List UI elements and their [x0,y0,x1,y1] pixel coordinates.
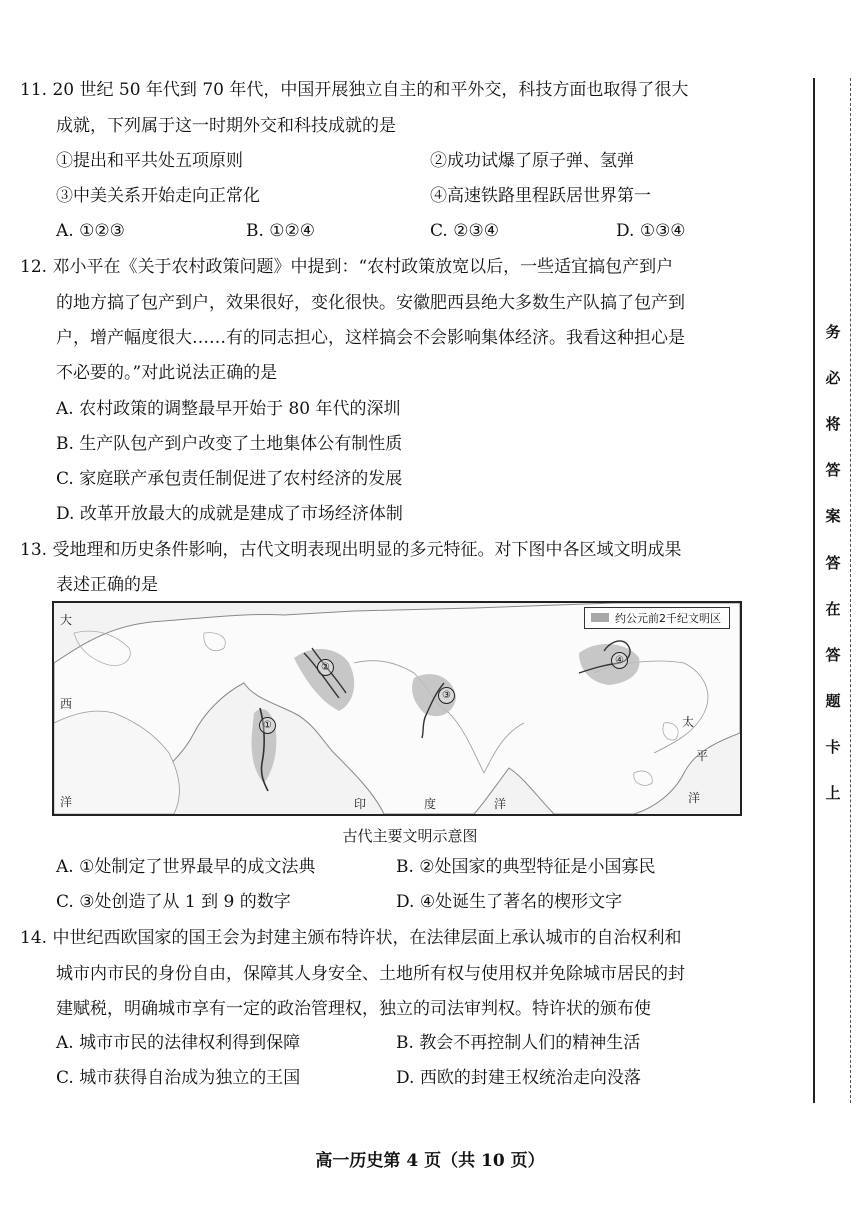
q12-option-c[interactable]: C. 家庭联产承包责任制促进了农村经济的发展 [56,469,403,489]
sidebar-char: 卡 [825,738,841,756]
legend-swatch [591,613,609,622]
sidebar-char: 案 [825,507,841,525]
q13-stem-line-1: 13. 受地理和历史条件影响，古代文明表现出明显的多元特征。对下图中各区域文明成果 [20,540,682,560]
map-label-yang-mid: 洋 [494,797,507,811]
sidebar-char: 在 [825,600,841,618]
q11-option-b[interactable]: B. ①②④ [246,221,316,241]
sidebar-char: 将 [825,415,841,433]
sidebar-char: 答 [825,461,841,479]
q12-option-b[interactable]: B. 生产队包产到户改变了土地集体公有制性质 [56,434,403,454]
q13-option-c[interactable]: C. ③处创造了从 1 到 9 的数字 [56,892,291,912]
sidebar-char: 务 [825,323,841,341]
q13-option-d[interactable]: D. ④处诞生了著名的楔形文字 [396,892,623,912]
map-drawing [54,603,740,814]
q12-option-d[interactable]: D. 改革开放最大的成就是建成了市场经济体制 [56,504,403,524]
map-label-yang-right: 洋 [688,791,701,805]
q14-stem-line-2: 城市内市民的身份自由，保障其人身安全、土地所有权与使用权并免除城市居民的封 [56,964,685,984]
q11-option-a[interactable]: A. ①②③ [56,221,125,241]
q11-item-2: ②成功试爆了原子弹、氢弹 [430,151,634,171]
q14-stem-line-1: 14. 中世纪西欧国家的国王会为封建主颁布特许状，在法律层面上承认城市的自治权利和 [20,928,682,948]
q11-stem-line-2: 成就，下列属于这一时期外交和科技成就的是 [56,116,396,136]
map-legend [584,607,730,629]
sidebar-char: 题 [825,692,841,710]
q13-stem-line-2: 表述正确的是 [56,575,158,595]
q11-option-c[interactable]: C. ②③④ [430,221,499,241]
q11-item-3: ③中美关系开始走向正常化 [56,186,260,206]
ancient-civilizations-map [52,601,742,816]
sidebar-char: 答 [825,646,841,664]
sidebar-char: 答 [825,554,841,572]
map-label-da: 大 [60,613,73,627]
sidebar-char: 上 [825,784,841,802]
map-marker-2: ② [317,659,334,676]
sidebar-solid-line [813,78,815,1103]
map-label-ping: 平 [696,749,709,763]
map-label-du: 度 [424,797,437,811]
sidebar-dashed-line [850,78,851,1103]
q14-option-c[interactable]: C. 城市获得自治成为独立的王国 [56,1068,301,1088]
q13-option-a[interactable]: A. ①处制定了世界最早的成文法典 [56,857,316,877]
q14-option-b[interactable]: B. 教会不再控制人们的精神生活 [396,1033,641,1053]
q12-option-a[interactable]: A. 农村政策的调整最早开始于 80 年代的深圳 [56,399,401,419]
map-label-xi: 西 [60,697,73,711]
q14-option-d[interactable]: D. 西欧的封建王权统治走向没落 [396,1068,641,1088]
answer-sheet-reminder-sidebar [810,78,858,1103]
map-marker-4: ④ [611,652,628,669]
map-marker-1: ① [259,717,276,734]
map-label-yin: 印 [354,797,367,811]
q14-option-a[interactable]: A. 城市市民的法律权利得到保障 [56,1033,301,1053]
map-marker-3: ③ [438,687,455,704]
q12-stem-line-3: 户，增产幅度很大……有的同志担心，这样搞会不会影响集体经济。我看这种担心是 [56,328,685,348]
page-footer: 高一历史第 4 页（共 10 页） [315,1151,545,1171]
q12-stem-line-4: 不必要的。”对此说法正确的是 [56,363,278,383]
map-label-tai: 太 [682,715,695,729]
sidebar-char: 必 [825,369,841,387]
q11-option-d[interactable]: D. ①③④ [616,221,686,241]
q14-stem-line-3: 建赋税，明确城市享有一定的政治管理权，独立的司法审判权。特许状的颁布使 [56,999,651,1019]
q11-stem-line-1: 11. 20 世纪 50 年代到 70 年代，中国开展独立自主的和平外交，科技方面也取得了很大 [20,80,689,100]
q12-stem-line-2: 的地方搞了包产到户，效果很好，变化很快。安徽肥西县绝大多数生产队搞了包产到 [56,293,685,313]
q12-stem-line-1: 12. 邓小平在《关于农村政策问题》中提到：“农村政策放宽以后，一些适宜搞包产到户 [20,257,674,277]
q13-option-b[interactable]: B. ②处国家的典型特征是小国寡民 [396,857,656,877]
map-caption: 古代主要文明示意图 [342,827,478,845]
legend-label: 约公元前2千纪文明区 [615,612,721,625]
map-label-yang-left: 洋 [60,795,73,809]
q11-item-1: ①提出和平共处五项原则 [56,151,243,171]
q11-item-4: ④高速铁路里程跃居世界第一 [430,186,651,206]
